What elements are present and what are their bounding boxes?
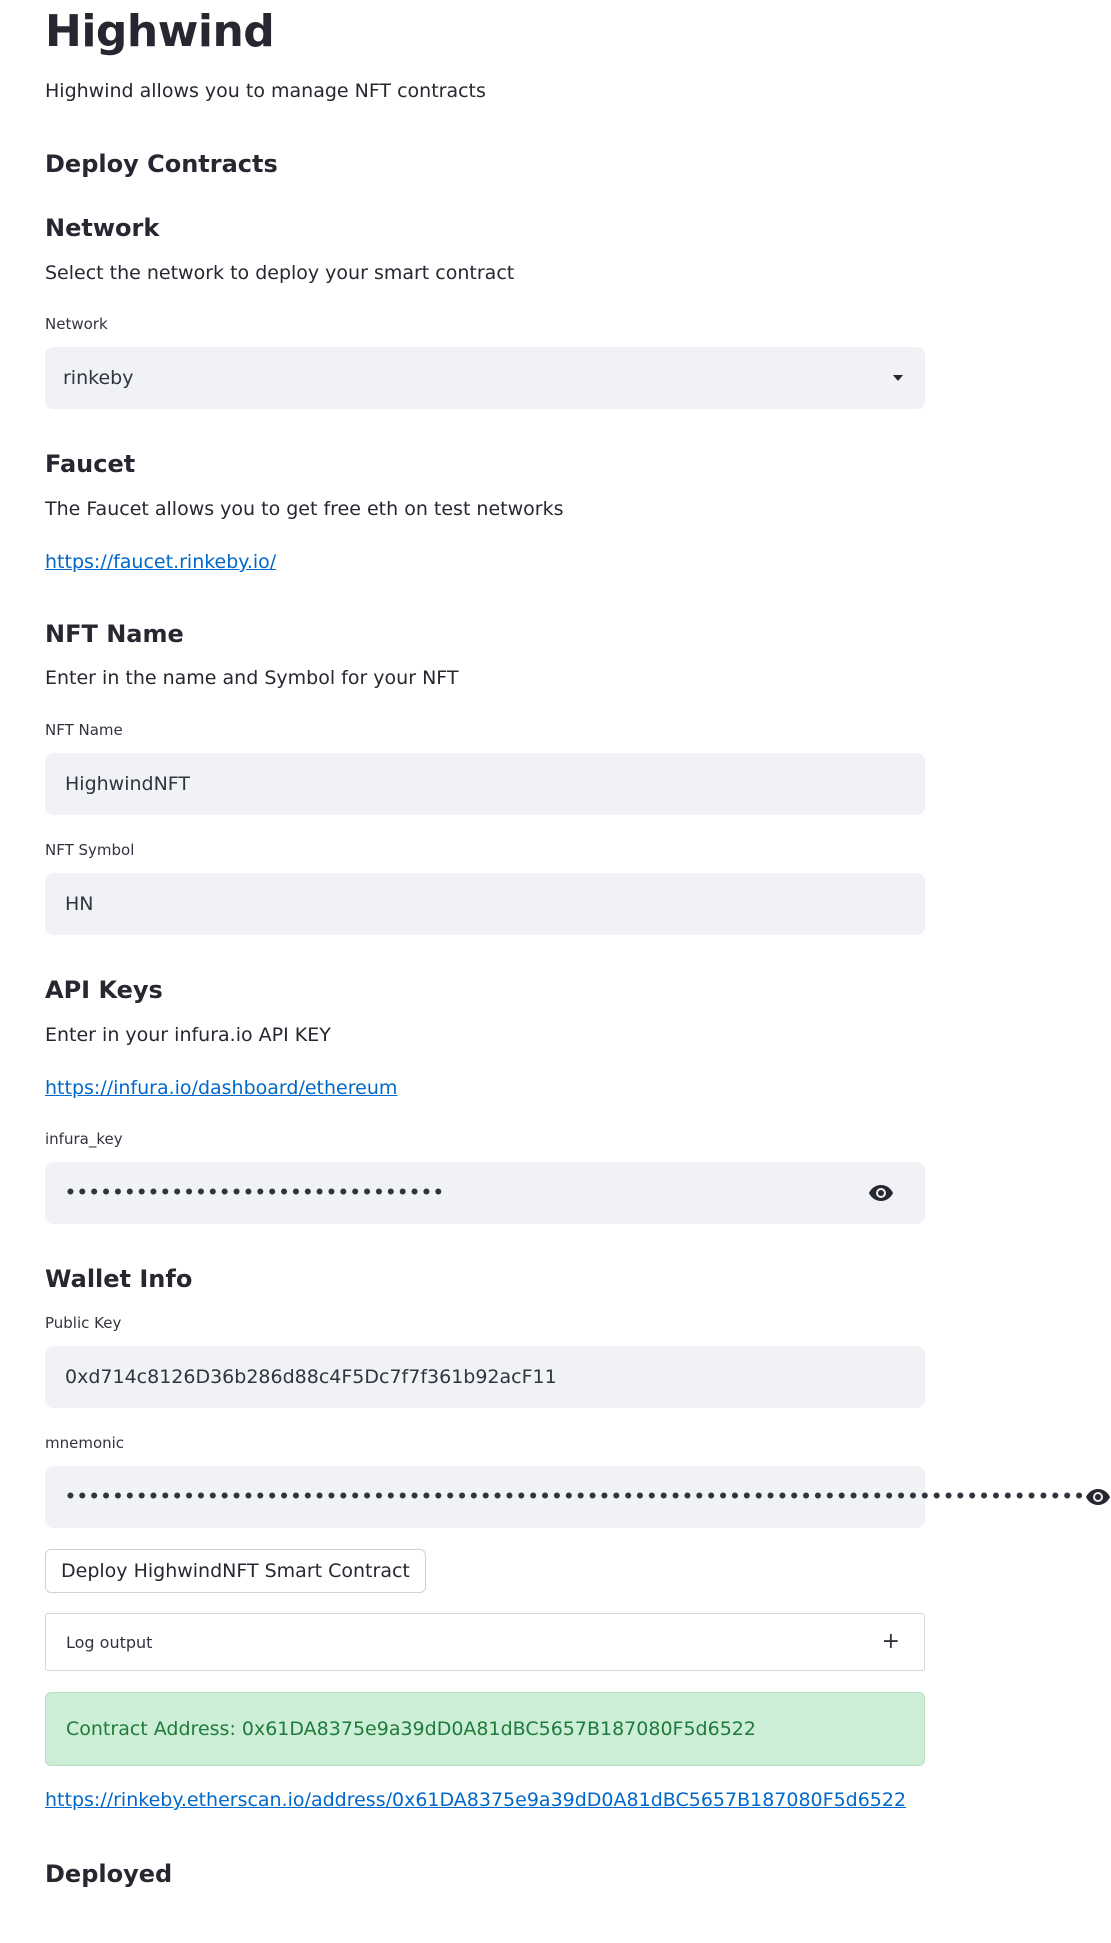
faucet-description: The Faucet allows you to get free eth on test networks [45,498,564,520]
nft-name-value: HighwindNFT [65,773,191,795]
log-output-expander[interactable] [45,1613,925,1671]
chevron-down-icon [893,375,903,381]
nft-symbol-input[interactable] [45,873,925,935]
mnemonic-masked-value: •••••••••••••••••••••••••••••••••••••••••••••••••••••••••••••••••••••••••••••••••••••• [65,1487,1086,1507]
nft-description: Enter in the name and Symbol for your NFT [45,667,459,689]
network-select[interactable] [45,347,925,409]
network-selected-value: rinkeby [63,367,134,389]
nft-symbol-label: NFT Symbol [45,841,135,859]
plus-icon[interactable]: + [881,1629,900,1654]
network-heading: Network [45,214,160,242]
network-description: Select the network to deploy your smart contract [45,262,515,284]
etherscan-link[interactable]: https://rinkeby.etherscan.io/address/0x61DA8375e9a39dD0A81dBC5657B187080F5d6522 [45,1789,907,1811]
page-subtitle: Highwind allows you to manage NFT contracts [45,80,486,102]
page-title: Highwind [45,6,275,57]
infura-key-input[interactable] [45,1162,925,1224]
eye-icon[interactable] [1085,1487,1111,1507]
faucet-heading: Faucet [45,450,136,478]
infura-key-masked-value: •••••••••••••••••••••••••••••••• [65,1183,445,1203]
mnemonic-input[interactable] [45,1466,1086,1528]
eye-icon[interactable] [867,1183,895,1203]
mnemonic-label: mnemonic [45,1434,125,1452]
deploy-heading: Deploy Contracts [45,150,278,178]
api-heading: API Keys [45,976,163,1004]
nft-name-label: NFT Name [45,721,123,739]
public-key-input[interactable] [45,1346,925,1408]
deploy-contract-button[interactable]: Deploy HighwindNFT Smart Contract [45,1549,426,1593]
public-key-label: Public Key [45,1314,122,1332]
faucet-link[interactable]: https://faucet.rinkeby.io/ [45,551,277,573]
network-select-label: Network [45,315,108,333]
deployed-heading: Deployed [45,1860,173,1888]
log-output-label: Log output [66,1632,153,1652]
infura-key-label: infura_key [45,1130,123,1148]
infura-link[interactable]: https://infura.io/dashboard/ethereum [45,1077,398,1099]
public-key-value: 0xd714c8126D36b286d88c4F5Dc7f7f361b92acF11 [65,1366,557,1388]
nft-heading: NFT Name [45,620,184,648]
api-description: Enter in your infura.io API KEY [45,1024,331,1046]
nft-name-input[interactable] [45,753,925,815]
wallet-heading: Wallet Info [45,1265,193,1293]
contract-address-message: Contract Address: 0x61DA8375e9a39dD0A81dBC5657B187080F5d6522 [66,1718,756,1740]
nft-symbol-value: HN [65,893,94,915]
contract-address-alert [45,1692,925,1766]
